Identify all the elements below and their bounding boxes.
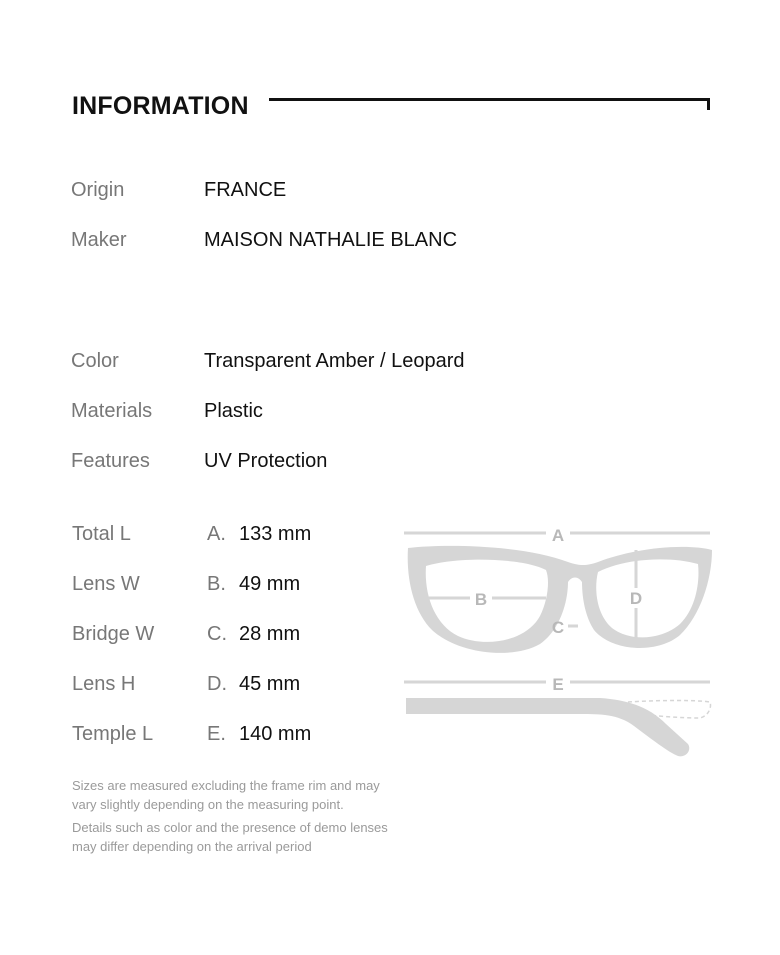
glasses-temple-icon (406, 698, 689, 756)
size-value: 45 mm (239, 673, 301, 695)
info-label: Maker (71, 229, 127, 251)
section-title: INFORMATION (72, 92, 249, 120)
measurement-note: Sizes are measured excluding the frame rim and may vary slightly depending on the measuring point. (72, 778, 380, 812)
dim-label-b: B (474, 590, 488, 609)
detail-row-color (71, 350, 671, 380)
size-row-temple-length (72, 723, 392, 753)
size-letter: D. (207, 673, 227, 695)
detail-value: Transparent Amber / Leopard (204, 350, 465, 372)
dim-label-c: C (551, 618, 565, 637)
dim-label-a: A (551, 526, 565, 545)
info-value: FRANCE (204, 179, 287, 201)
detail-label: Materials (71, 400, 153, 422)
size-value: 49 mm (239, 573, 301, 595)
size-label: Total L (72, 523, 131, 545)
glasses-size-diagram (400, 520, 720, 770)
size-label: Lens W (72, 573, 140, 595)
size-row-lens-height (72, 673, 392, 703)
size-label: Temple L (72, 723, 154, 745)
dim-label-e: E (552, 675, 564, 694)
size-letter: C. (207, 623, 227, 645)
size-value: 133 mm (239, 523, 312, 545)
size-row-bridge-width (72, 623, 392, 653)
detail-label: Color (71, 350, 119, 372)
size-letter: B. (207, 573, 226, 595)
section-title-rule (269, 98, 710, 110)
size-letter: E. (207, 723, 226, 745)
size-label: Lens H (72, 673, 136, 695)
size-value: 140 mm (239, 723, 312, 745)
info-label: Origin (71, 179, 125, 201)
glasses-diagram-svg (400, 520, 720, 770)
size-value: 28 mm (239, 623, 301, 645)
info-value: MAISON NATHALIE BLANC (204, 229, 458, 251)
info-row-origin (71, 179, 671, 209)
size-row-total-length (72, 523, 392, 553)
detail-row-materials (71, 400, 671, 430)
info-row-maker (71, 229, 671, 259)
arrival-note: Details such as color and the presence of demo lenses may differ depending on the arrival period (72, 820, 388, 854)
size-row-lens-width (72, 573, 392, 603)
detail-value: UV Protection (204, 450, 328, 472)
size-letter: A. (207, 523, 226, 545)
size-label: Bridge W (72, 623, 155, 645)
detail-value: Plastic (204, 400, 263, 422)
dim-label-d: D (629, 589, 643, 608)
detail-label: Features (71, 450, 150, 472)
detail-row-features (71, 450, 671, 480)
